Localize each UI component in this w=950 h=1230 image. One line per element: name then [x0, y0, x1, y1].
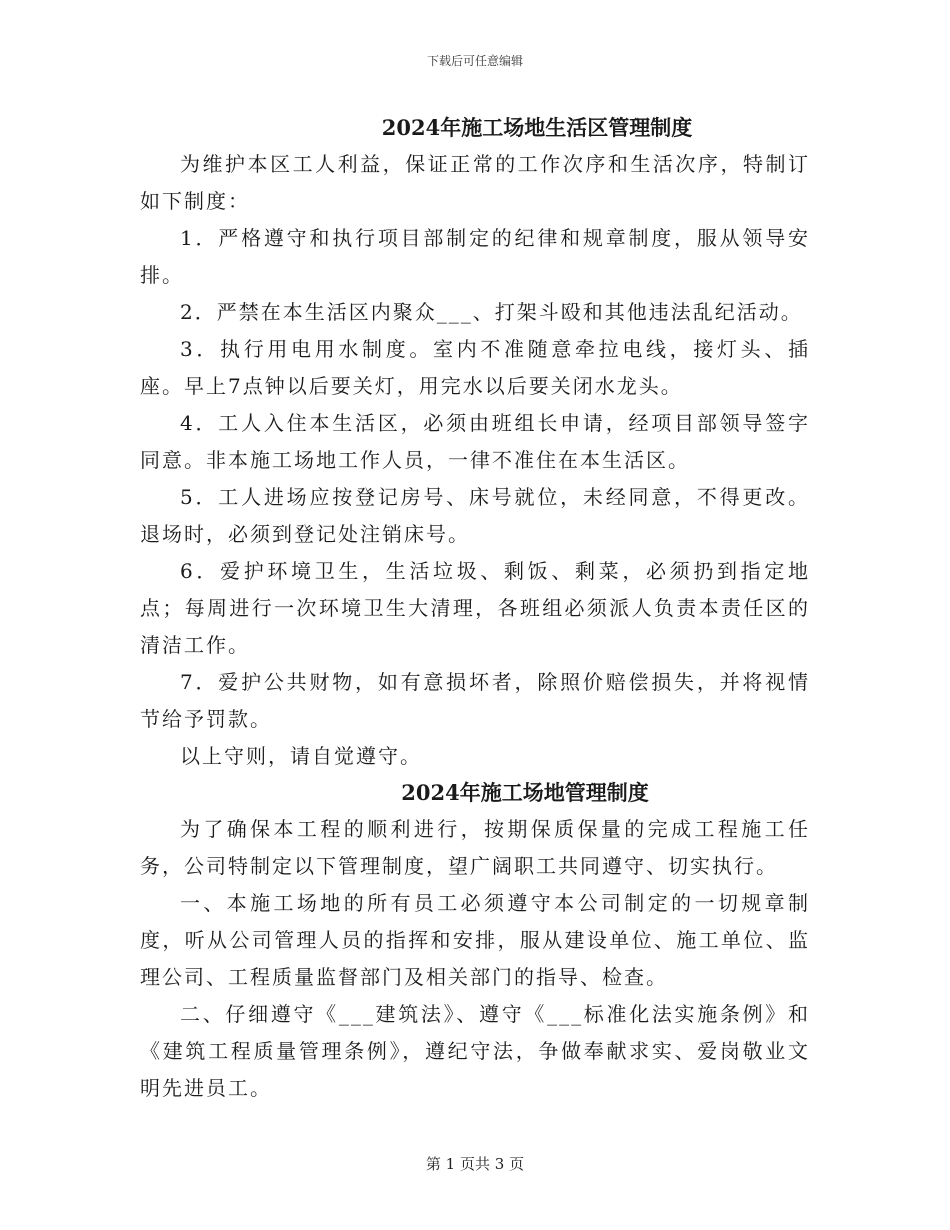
section1-item-2: 2．严禁在本生活区内聚众___、打架斗殴和其他违法乱纪活动。	[180, 300, 803, 324]
document-body	[140, 110, 810, 1107]
section1-item-6: 6．爱护环境卫生，生活垃圾、剩饭、剩菜，必须扔到指定地点；每周进行一次环境卫生大清理，各班组必须派人负责本责任区的清洁工作。	[140, 559, 810, 657]
page-number: 第 1 页共 3 页	[425, 1155, 525, 1173]
section1-item-4: 4．工人入住本生活区，必须由班组长申请，经项目部领导签字同意。非本施工场地工作人员，一律不准住在本生活区。	[140, 411, 810, 472]
section2-paragraph-2: 一、本施工场地的所有员工必须遵守本公司制定的一切规章制度，听从公司管理人员的指挥和安排，服从建设单位、施工单位、监理公司、工程质量监督部门及相关部门的指导、检查。	[140, 891, 810, 989]
section1-title: 2024年施工场地生活区管理制度	[381, 115, 693, 140]
section1-closing: 以上守则，请自觉遵守。	[180, 744, 422, 768]
header-note: 下载后可任意编辑	[426, 54, 523, 68]
section1-item-5: 5．工人进场应按登记房号、床号就位，未经同意，不得更改。退场时，必须到登记处注销床号。	[140, 485, 810, 546]
section1-intro: 为维护本区工人利益，保证正常的工作次序和生活次序，特制订如下制度：	[140, 152, 810, 213]
section2-title: 2024年施工场地管理制度	[401, 780, 649, 805]
section1-item-3: 3．执行用电用水制度。室内不准随意牵拉电线，接灯头、插座。早上7点钟以后要关灯，用完水以后要关闭水龙头。	[140, 337, 810, 398]
section1-item-7: 7．爱护公共财物，如有意损坏者，除照价赔偿损失，并将视情节给予罚款。	[140, 670, 810, 731]
section2-paragraph-1: 为了确保本工程的顺利进行，按期保质保量的完成工程施工任务，公司特制定以下管理制度，望广阔职工共同遵守、切实执行。	[140, 817, 810, 878]
section2-paragraph-3: 二、仔细遵守《___建筑法》、遵守《___标准化法实施条例》和《建筑工程质量管理条例》，遵纪守法，争做奉献求实、爱岗敬业文明先进员工。	[140, 1002, 810, 1100]
section1-item-1: 1．严格遵守和执行项目部制定的纪律和规章制度，服从领导安排。	[140, 226, 810, 287]
